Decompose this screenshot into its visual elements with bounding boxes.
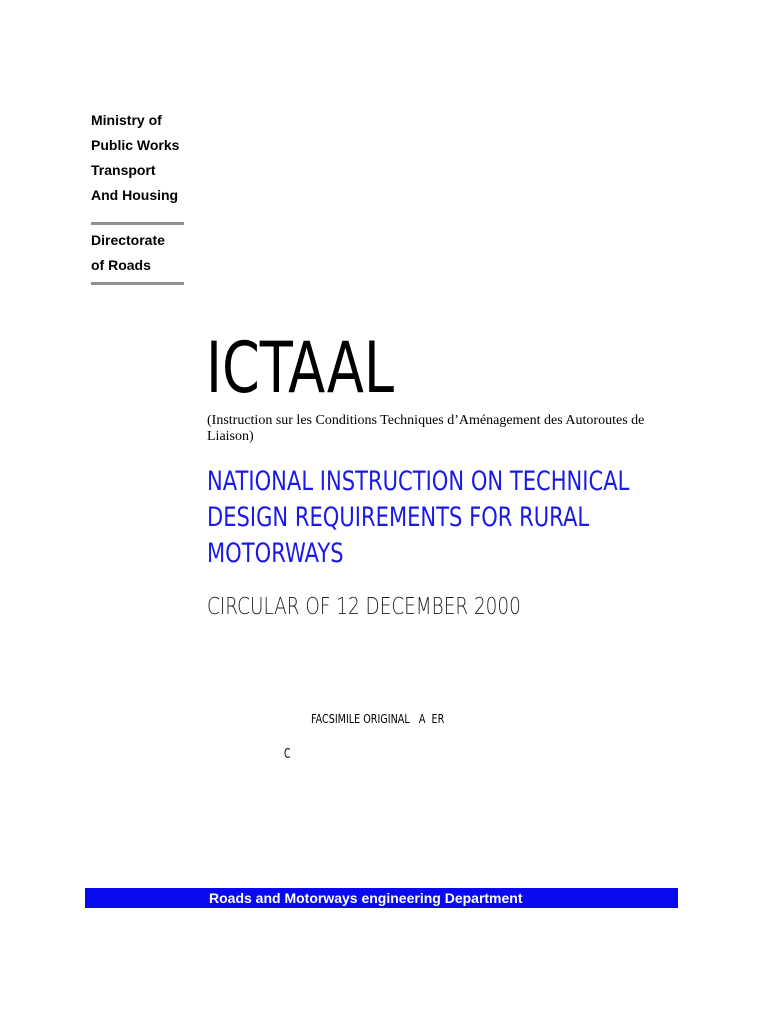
- english-title: [207, 464, 644, 572]
- directorate-line-2: of Roads: [91, 257, 151, 273]
- ministry-line-2: Public Works: [91, 137, 180, 153]
- english-title-line-3: MOTORWAYS: [207, 538, 344, 569]
- directorate-line-1: Directorate: [91, 232, 165, 248]
- facsimile-note: FACSIMILE ORIGINAL A ER: [311, 712, 445, 726]
- french-subtitle: (Instruction sur les Conditions Techniques d’Aménagement des Autoroutes de Liaison): [207, 413, 645, 444]
- divider-top: [91, 222, 184, 225]
- c-mark: C: [284, 747, 291, 762]
- ministry-line-1: Ministry of: [91, 112, 162, 128]
- ministry-block: [91, 108, 211, 208]
- english-title-line-1: NATIONAL INSTRUCTION ON TECHNICAL: [207, 466, 630, 497]
- footer-banner: [85, 888, 678, 908]
- document-title: ICTAAL: [206, 327, 395, 409]
- footer-department-label: Roads and Motorways engineering Department: [209, 890, 523, 906]
- directorate-block: [91, 228, 165, 278]
- circular-date: CIRCULAR OF 12 DECEMBER 2000: [207, 594, 521, 620]
- english-title-line-2: DESIGN REQUIREMENTS FOR RURAL: [207, 502, 590, 533]
- divider-bottom: [91, 282, 184, 285]
- ministry-line-4: And Housing: [91, 187, 179, 203]
- ministry-line-3: Transport: [91, 162, 156, 178]
